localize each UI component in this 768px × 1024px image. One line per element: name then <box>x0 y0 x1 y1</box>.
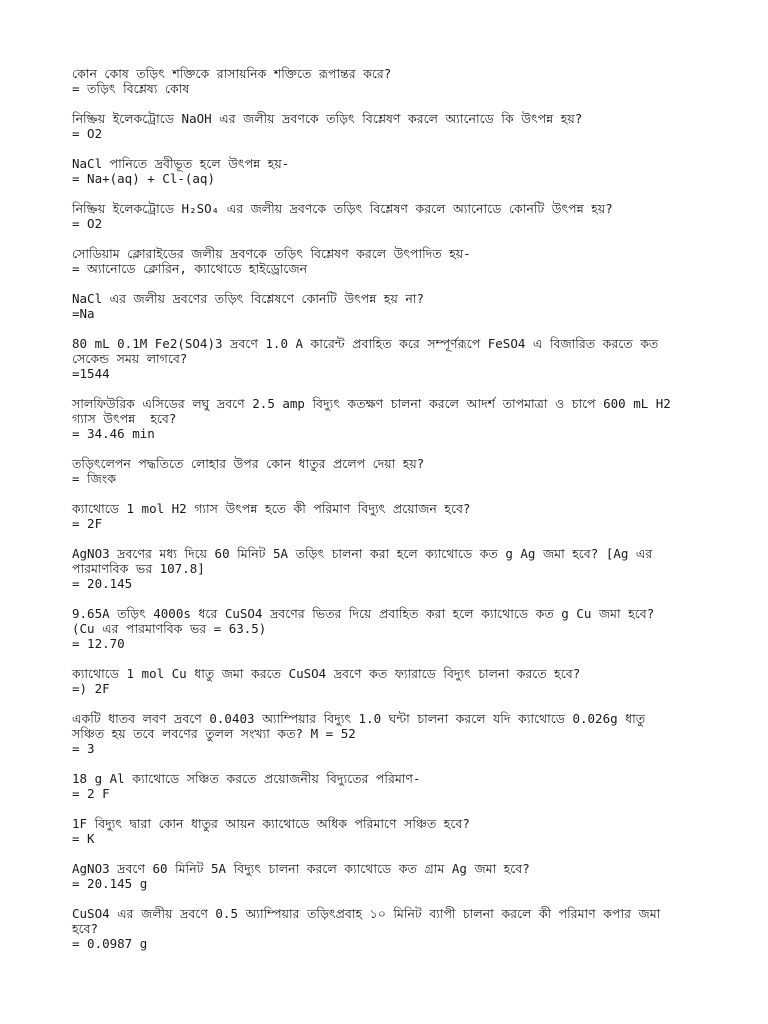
answer-text: = 2 F <box>72 786 110 801</box>
question-text: 9.65A তড়িৎ 4000s ধরে CuSO4 দ্রবণের ভিতর দিয়ে প্রবাহিত করা হলে ক্যাথোডে কত g Cu জমা হবে? (Cu এর পারমাণবিক ভর = 63.5) <box>72 606 662 636</box>
question-text: ক্যাথোডে 1 mol Cu ধাতু জমা করতে CuSO4 দ্রবণে কত ফ্যারাডে বিদ্যুৎ চালনা করতে হবে? <box>72 666 581 681</box>
question-text: সালফিউরিক এসিডের লঘু দ্রবণে 2.5 amp বিদ্যুৎ কতক্ষণ চালনা করলে আদর্শ তাপমাত্রা ও চাপে 600 mL H2 গ্যাস উৎপন্ন হবে? <box>72 396 679 426</box>
qa-item <box>72 456 672 486</box>
question-text: AgNO3 দ্রবণের মধ্য দিয়ে 60 মিনিট 5A তড়িৎ চালনা করা হলে ক্যাথোডে কত g Ag জমা হবে? [Ag এর পারমাণবিক ভর 107.8] <box>72 546 660 576</box>
qa-item <box>72 906 672 951</box>
qa-item <box>72 816 672 846</box>
answer-text: = 12.70 <box>72 636 125 651</box>
qa-item <box>72 771 672 801</box>
qa-item <box>72 396 679 441</box>
answer-text: = 20.145 g <box>72 876 148 891</box>
answer-text: = 2F <box>72 516 103 531</box>
qa-item <box>72 501 672 531</box>
answer-text: = K <box>72 831 95 846</box>
qa-item <box>72 291 672 321</box>
question-text: নিষ্ক্রিয় ইলেকট্রোডে NaOH এর জলীয় দ্রবণকে তড়িৎ বিশ্লেষণ করলে অ্যানোডে কি উৎপন্ন হয়? <box>72 111 583 126</box>
answer-text: = 20.145 <box>72 576 133 591</box>
answer-text: = Na+(aq) + Cl-(aq) <box>72 171 215 186</box>
answer-text: = O2 <box>72 216 103 231</box>
qa-item <box>72 201 672 231</box>
question-text: 18 g Al ক্যাথোডে সঞ্চিত করতে প্রয়োজনীয় বিদ্যুতের পরিমাণ- <box>72 771 421 786</box>
qa-item <box>72 546 672 591</box>
qa-item <box>72 666 672 696</box>
question-text: সোডিয়াম ক্লোরাইডের জলীয় দ্রবণকে তড়িৎ বিশ্লেষণ করলে উৎপাদিত হয়- <box>72 246 471 261</box>
question-text: 80 mL 0.1M Fe2(SO4)3 দ্রবণে 1.0 A কারেন্ট প্রবাহিত করে সম্পূর্ণরূপে FeSO4 এ বিজারিত করতে কত সেকেন্ড সময় লাগবে? <box>72 336 666 366</box>
qa-item <box>72 711 672 756</box>
qa-item <box>72 336 672 381</box>
question-text: একটি ধাতব লবণ দ্রবণে 0.0403 অ্যাম্পিয়ার বিদ্যুৎ 1.0 ঘন্টা চালনা করলে যদি ক্যাথোডে 0.026g ধাতু সঞ্চিত হয় তবে লবণের তুলল সংখ্যা কত? M = 52 <box>72 711 653 741</box>
qa-item <box>72 111 672 141</box>
question-text: CuSO4 এর জলীয় দ্রবণে 0.5 অ্যাম্পিয়ার তড়িৎপ্রবাহ ১০ মিনিট ব্যাপী চালনা করলে কী পরিমাণ কপার জমা হবে? <box>72 906 668 936</box>
answer-text: = O2 <box>72 126 103 141</box>
question-text: ক্যাথোডে 1 mol H2 গ্যাস উৎপন্ন হতে কী পরিমাণ বিদ্যুৎ প্রয়োজন হবে? <box>72 501 471 516</box>
answer-text: = 0.0987 g <box>72 936 148 951</box>
answer-text: =) 2F <box>72 681 110 696</box>
answer-text: =1544 <box>72 366 110 381</box>
answer-text: =Na <box>72 306 95 321</box>
question-text: কোন কোষ তড়িৎ শক্তিকে রাসায়নিক শক্তিতে রূপান্তর করে? <box>72 66 392 81</box>
question-text: নিষ্ক্রিয় ইলেকট্রোডে H₂SO₄ এর জলীয় দ্রবণকে তড়িৎ বিশ্লেষণ করলে অ্যানোডে কোনটি উৎপন্ন হয়? <box>72 201 613 216</box>
question-text: NaCl এর জলীয় দ্রবণের তড়িৎ বিশ্লেষণে কোনটি উৎপন্ন হয় না? <box>72 291 424 306</box>
qa-item <box>72 156 672 186</box>
qa-item <box>72 66 672 96</box>
qa-item <box>72 606 672 651</box>
answer-text: = 3 <box>72 741 95 756</box>
qa-document <box>72 66 679 966</box>
qa-item <box>72 246 672 276</box>
answer-text: = অ্যানোডে ক্লোরিন, ক্যাথোডে হাইড্রোজেন <box>72 261 308 276</box>
question-text: 1F বিদ্যুৎ দ্বারা কোন ধাতুর আয়ন ক্যাথোডে অধিক পরিমাণে সঞ্চিত হবে? <box>72 816 470 831</box>
qa-item <box>72 861 672 891</box>
question-text: তড়িৎলেপন পদ্ধতিতে লোহার উপর কোন ধাতুর প্রলেপ দেয়া হয়? <box>72 456 425 471</box>
answer-text: = তড়িৎ বিশ্লেষ্য কোষ <box>72 81 190 96</box>
question-text: AgNO3 দ্রবণে 60 মিনিট 5A বিদ্যুৎ চালনা করলে ক্যাথোডে কত গ্রাম Ag জমা হবে? <box>72 861 530 876</box>
question-text: NaCl পানিতে দ্রবীভূত হলে উৎপন্ন হয়- <box>72 156 290 171</box>
answer-text: = 34.46 min <box>72 426 155 441</box>
answer-text: = জিংক <box>72 471 116 486</box>
